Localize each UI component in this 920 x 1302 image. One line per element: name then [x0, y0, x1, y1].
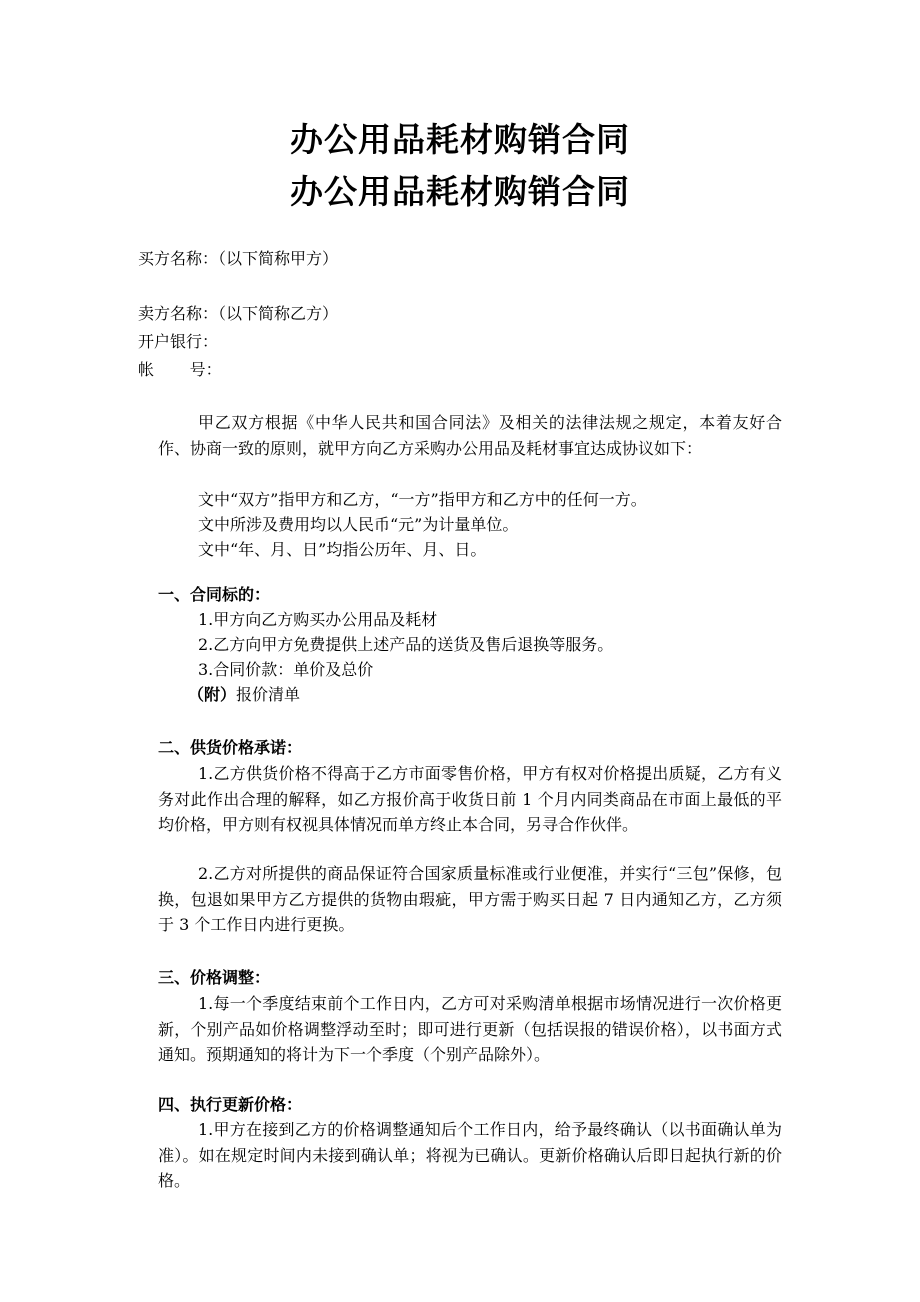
execute-price-paragraph: 1.甲方在接到乙方的价格调整通知后个工作日内，给予最终确认（以书面确认单为准）。如在规定时间内未接到确认单；将视为已确认。更新价格确认后即日起执行新的价格。	[158, 1120, 782, 1190]
price-commitment-paragraph: 1.乙方供货价格不得高于乙方市面零售价格，甲方有权对价格提出质疑，乙方有义务对此作出合理的解释，如乙方报价高于收货日前 1 个月内同类商品在市面上最低的平均价格，甲方则有权视具体情况而单方终止本合同，另寻合作伙伴。	[158, 764, 782, 834]
definition-item: 文中所涉及费用均以人民币“元”为计量单位。	[198, 515, 519, 534]
section-heading-subject: 一、合同标的：	[158, 585, 271, 604]
document-title: 办公用品耗材购销合同	[290, 120, 630, 159]
price-adjustment-paragraph: 1.每一个季度结束前个工作日内，乙方可对采购清单根据市场情况进行一次价格更新，个别产品如价格调整浮动至时；即可进行更新（包括误报的错误价格），以书面方式通知。预期通知的将计为下一个季度（个别产品除外）。	[158, 994, 782, 1064]
document-title-repeat: 办公用品耗材购销合同	[290, 172, 630, 211]
definition-item: 文中“双方”指甲方和乙方，“一方”指甲方和乙方中的任何一方。	[198, 490, 647, 509]
subject-item: 1.甲方向乙方购买办公用品及耗材	[198, 610, 438, 629]
preamble-paragraph: 甲乙双方根据《中华人民共和国合同法》及相关的法律法规之规定，本着友好合作、协商一致的原则，就甲方向乙方采购办公用品及耗材事宜达成协议如下：	[158, 413, 782, 458]
attachment-text: 报价清单	[236, 685, 301, 704]
definition-item: 文中“年、月、日”均指公历年、月、日。	[198, 540, 487, 559]
section-heading-price-commitment: 二、供货价格承诺：	[158, 738, 303, 757]
attachment-label: （附）	[188, 685, 237, 704]
section-heading-execute-price: 四、执行更新价格：	[158, 1095, 303, 1114]
bank-line: 开户银行：	[138, 332, 219, 351]
warranty-paragraph: 2.乙方对所提供的商品保证符合国家质量标准或行业便准，并实行“三包”保修，包换，包退如果甲方乙方提供的货物由瑕疵，甲方需于购买日起 7 日内通知乙方，乙方须于 3 个工作日内进行更换。	[158, 864, 782, 934]
attachment-line	[188, 684, 300, 706]
account-line: 帐 号：	[138, 360, 222, 379]
buyer-name-line: 买方名称：（以下简称甲方）	[138, 249, 339, 268]
subject-item: 3.合同价款：单价及总价	[198, 660, 374, 679]
seller-name-line: 卖方名称：（以下简称乙方）	[138, 304, 339, 323]
subject-item: 2.乙方向甲方免费提供上述产品的送货及售后退换等服务。	[198, 635, 614, 654]
section-heading-price-adjustment: 三、价格调整：	[158, 968, 271, 987]
